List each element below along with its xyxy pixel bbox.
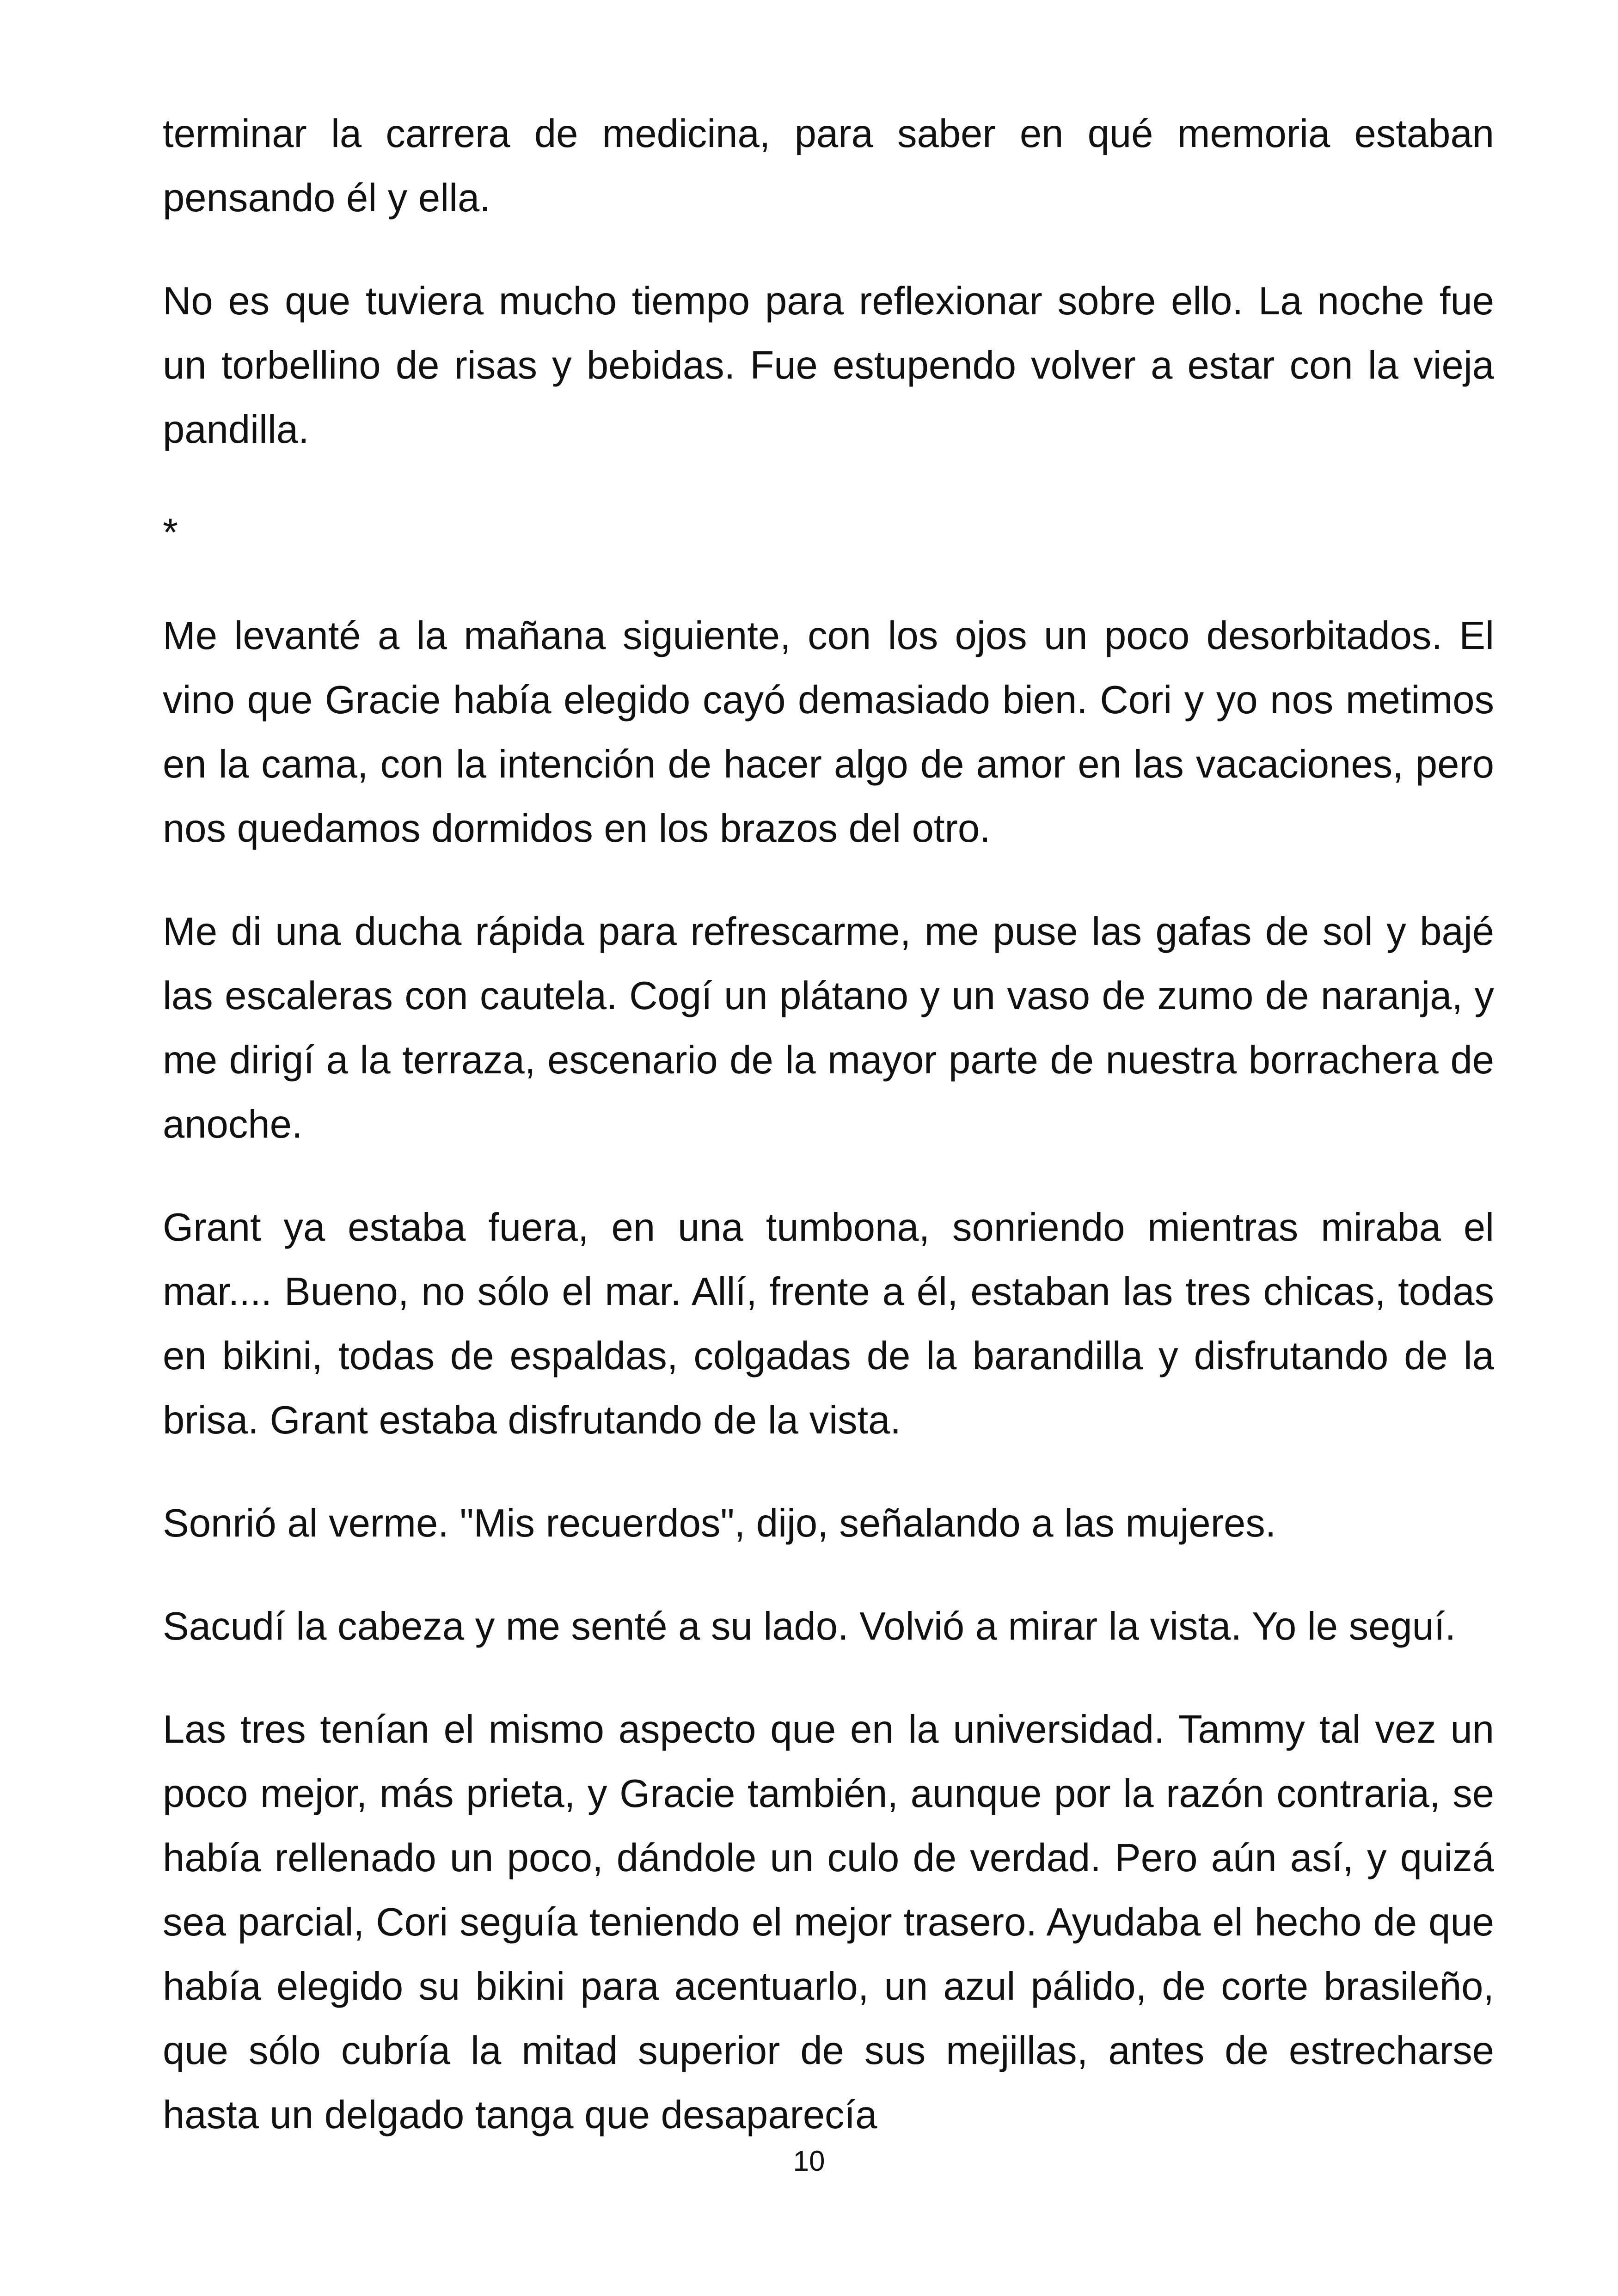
paragraph-1: terminar la carrera de medicina, para saber en qué memoria estaban pensando él y ella. (163, 112, 1494, 220)
section-break: * (163, 511, 178, 555)
paragraph-7: Sacudí la cabeza y me senté a su lado. Volvió a mirar la vista. Yo le seguí. (163, 1604, 1456, 1648)
paragraph-4: Me di una ducha rápida para refrescarme, me puse las gafas de sol y bajé las escaleras con cautela. Cogí un plátano y un vaso de zumo de naranja, y me dirigí a la terraza, escenario de la mayor parte de nuestra borrachera de anoche. (163, 910, 1494, 1146)
paragraph-2: No es que tuviera mucho tiempo para reflexionar sobre ello. La noche fue un torbellino de risas y bebidas. Fue estupendo volver a estar con la vieja pandilla. (163, 279, 1494, 452)
page-number: 10 (793, 2145, 825, 2177)
paragraph-3: Me levanté a la mañana siguiente, con los ojos un poco desorbitados. El vino que Gracie había elegido cayó demasiado bien. Cori y yo nos metimos en la cama, con la intención de hacer algo de amor en las vacaciones, pero nos quedamos dormidos en los brazos del otro. (163, 614, 1494, 851)
body-text (163, 102, 1494, 2186)
paragraph-8: Las tres tenían el mismo aspecto que en la universidad. Tammy tal vez un poco mejor, más prieta, y Gracie también, aunque por la razón contraria, se había rellenado un poco, dándole un culo de verdad. Pero aún así, y quizá sea parcial, Cori seguía teniendo el mejor trasero. Ayudaba el hecho de que había elegido su bikini para acentuarlo, un azul pálido, de corte brasileño, que sólo cubría la mitad superior de sus mejillas, antes de estrecharse hasta un delgado tanga que desaparecía (163, 1708, 1494, 2137)
paragraph-6: Sonrió al verme. "Mis recuerdos", dijo, señalando a las mujeres. (163, 1501, 1276, 1545)
paragraph-5: Grant ya estaba fuera, en una tumbona, sonriendo mientras miraba el mar.... Bueno, no sólo el mar. Allí, frente a él, estaban las tres chicas, todas en bikini, todas de espaldas, colgadas de la barandilla y disfrutando de la brisa. Grant estaba disfrutando de la vista. (163, 1206, 1494, 1442)
